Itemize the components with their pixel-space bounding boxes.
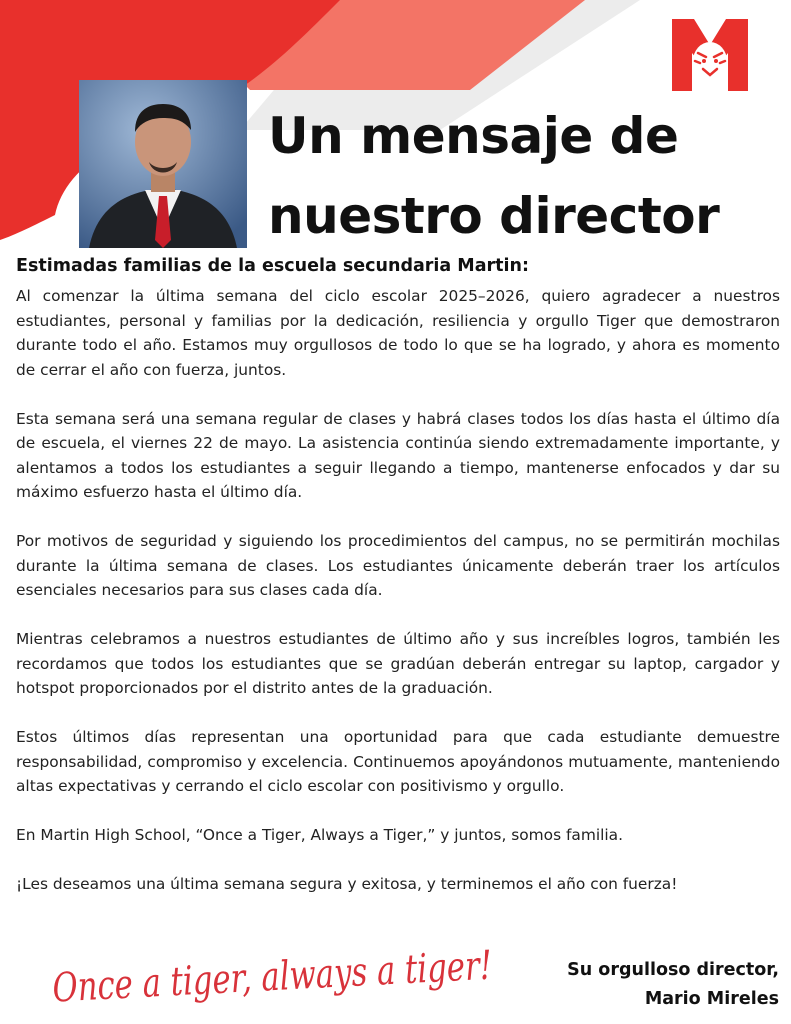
motto-script	[44, 928, 626, 1018]
paragraph-6: En Martin High School, “Once a Tiger, Always a Tiger,” y juntos, somos familia.	[16, 826, 623, 844]
tiger-m-logo	[670, 19, 750, 91]
paragraph-1: Al comenzar la última semana del ciclo escolar 2025–2026, quiero agradecer a nuestros estudiantes, personal y familias por la dedicación, resiliencia y orgullo Tiger que demostraron durante todo el año. Estamos muy orgullosos de todo lo que se ha logrado, y ahora es momento de cerrar el año con fuerza, juntos.	[16, 287, 780, 379]
signature-block	[520, 956, 779, 1014]
paragraph-7: ¡Les deseamos una última semana segura y exitosa, y terminemos el año con fuerza!	[16, 875, 678, 893]
principal-photo	[79, 80, 247, 248]
page-title	[268, 96, 783, 256]
paragraph-2: Esta semana será una semana regular de clases y habrá clases todos los días hasta el último día de escuela, el viernes 22 de mayo. La asistencia continúa siendo extremadamente importante, y alentamos a todos los estudiantes a seguir llegando a tiempo, mantenerse enfocados y dar su máximo esfuerzo hasta el último día.	[16, 409, 780, 501]
paragraph-3: Por motivos de seguridad y siguiendo los procedimientos del campus, no se permitirán mochilas durante la última semana de clases. Los estudiantes únicamente deberán traer los artículos esenciales necesarios para sus clases cada día.	[16, 532, 780, 599]
motto-text: Once a tiger, always a tiger!	[51, 935, 626, 1012]
paragraph-5: Estos últimos días representan una oportunidad para que cada estudiante demuestre responsabilidad, compromiso y excelencia. Continuemos apoyándonos mutuamente, manteniendo altas expectativas y cerrando el ciclo escolar con positivismo y orgullo.	[16, 728, 780, 795]
signature-line-1: Su orgulloso director,	[567, 960, 779, 980]
signature-name: Mario Mireles	[644, 989, 779, 1009]
title-line-2: nuestro director	[268, 187, 720, 245]
title-line-1: Un mensaje de	[268, 107, 679, 165]
paragraph-4: Mientras celebramos a nuestros estudiantes de último año y sus increíbles logros, también les recordamos que todos los estudiantes que se gradúan deberán entregar su laptop, cargador y hotspot proporcionados por el distrito antes de la graduación.	[16, 630, 780, 697]
salutation: Estimadas familias de la escuela secundaria Martin:	[16, 256, 529, 276]
letter-body	[16, 284, 780, 921]
